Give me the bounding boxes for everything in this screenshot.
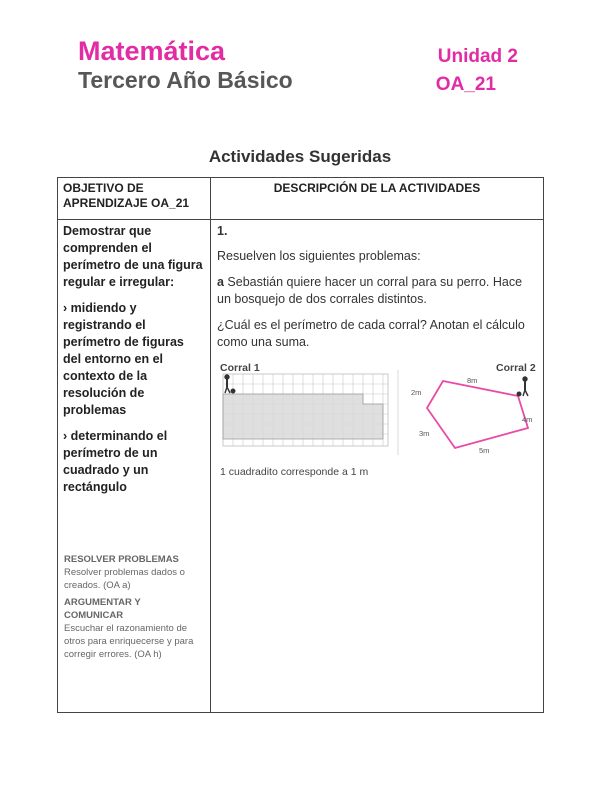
activity-cell	[211, 220, 544, 713]
page-header	[78, 36, 518, 94]
skill-title-1: RESOLVER PROBLEMAS	[64, 554, 179, 565]
scale-note: 1 cuadradito corresponde a 1 m	[220, 466, 369, 478]
oa-label: OA_21	[435, 74, 496, 95]
objective-bullet-1: › midiendo y registrando el perímetro de figuras del entorno en el contexto de la resolución de problemas	[63, 301, 184, 417]
activity-question: ¿Cuál es el perímetro de cada corral? Anotan el cálculo como una suma.	[217, 318, 525, 349]
activities-table	[57, 177, 544, 713]
activity-item-a	[217, 274, 538, 308]
side-label-left-top: 2m	[411, 388, 422, 397]
corrals-diagram	[217, 360, 537, 465]
side-label-right: 4m	[522, 415, 533, 424]
objective-cell	[58, 220, 211, 713]
objective-bullet-2: › determinando el perímetro de un cuadrado y un rectángulo	[63, 429, 168, 494]
course-title: Tercero Año Básico	[78, 67, 293, 93]
item-letter: a	[217, 275, 224, 289]
side-label-top: 8m	[467, 376, 478, 385]
skills-box	[64, 553, 200, 665]
description-header: DESCRIPCIÓN DE LA ACTIVIDADES	[211, 178, 544, 220]
corral2-shape	[427, 381, 528, 448]
skill-title-2: ARGUMENTAR Y COMUNICAR	[64, 597, 141, 621]
corral1-label: Corral 1	[220, 362, 260, 374]
corrals-figure	[217, 360, 537, 485]
side-label-bottom: 5m	[479, 446, 490, 455]
objective-text: Demostrar que comprenden el perímetro de una figura regular e irregular:	[63, 224, 203, 289]
subject-title: Matemática	[78, 36, 226, 66]
skill-text-1: Resolver problemas dados o creados. (OA a)	[64, 567, 185, 591]
item-text: Sebastián quiere hacer un corral para su perro. Hace un bosquejo de dos corrales distintos.	[217, 275, 523, 306]
objective-header: OBJETIVO DE APRENDIZAJE OA_21	[58, 178, 211, 220]
activity-intro: Resuelven los siguientes problemas:	[217, 249, 421, 263]
unit-label: Unidad 2	[437, 46, 518, 67]
section-title: Actividades Sugeridas	[208, 147, 392, 166]
corral1-grid	[223, 374, 388, 446]
activity-number: 1.	[217, 224, 228, 238]
side-label-left-bottom: 3m	[419, 429, 430, 438]
skill-text-2: Escuchar el razonamiento de otros para enriquecerse y para corregir errores. (OA h)	[64, 623, 194, 660]
corral2-label: Corral 2	[496, 362, 536, 374]
boy-icon-2	[517, 377, 528, 396]
